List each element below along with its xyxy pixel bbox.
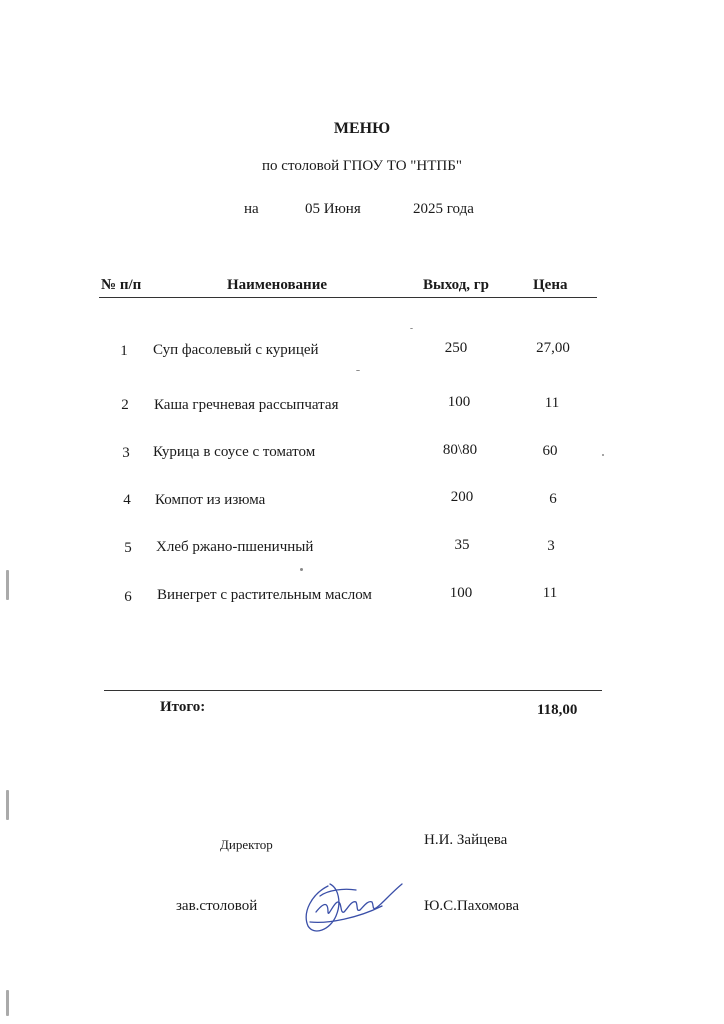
row-yield: 250 xyxy=(444,340,468,356)
row-number: 1 xyxy=(120,343,128,359)
scan-speck xyxy=(602,454,604,456)
column-header-price: Цена xyxy=(533,277,568,293)
row-yield: 80\80 xyxy=(442,442,478,458)
page-subtitle: по столовой ГПОУ ТО "НТПБ" xyxy=(262,158,462,174)
row-dish-name: Хлеб ржано-пшеничный xyxy=(156,539,314,555)
director-name: Н.И. Зайцева xyxy=(424,832,508,848)
row-price: 11 xyxy=(544,395,560,411)
scan-speck xyxy=(410,328,413,329)
scan-edge-mark xyxy=(6,790,9,820)
scan-speck xyxy=(300,568,303,571)
row-dish-name: Компот из изюма xyxy=(155,492,266,508)
row-number: 5 xyxy=(124,540,132,556)
date-day: 05 Июня xyxy=(305,201,361,217)
scan-edge-mark xyxy=(6,570,9,600)
column-header-name: Наименование xyxy=(227,277,327,293)
row-yield: 35 xyxy=(454,537,470,553)
canteen-head-name: Ю.С.Пахомова xyxy=(424,898,520,914)
director-title: Директор xyxy=(220,837,273,852)
row-yield: 200 xyxy=(450,489,474,505)
total-rule xyxy=(104,690,602,691)
row-price: 60 xyxy=(542,443,558,459)
column-header-number: № п/п xyxy=(101,277,142,293)
handwritten-signature xyxy=(298,872,406,938)
canteen-head-title: зав.столовой xyxy=(176,898,258,914)
row-price: 6 xyxy=(549,491,557,507)
row-number: 4 xyxy=(123,492,131,508)
total-value: 118,00 xyxy=(537,702,578,718)
row-number: 6 xyxy=(124,589,132,605)
row-dish-name: Суп фасолевый с курицей xyxy=(153,342,319,358)
row-dish-name: Винегрет с растительным маслом xyxy=(157,587,372,603)
row-number: 3 xyxy=(122,445,130,461)
page-title: МЕНЮ xyxy=(333,120,391,137)
date-prefix: на xyxy=(244,201,259,217)
row-yield: 100 xyxy=(449,585,473,601)
scan-speck xyxy=(356,370,360,371)
row-yield: 100 xyxy=(447,394,471,410)
row-number: 2 xyxy=(121,397,129,413)
column-header-yield: Выход, гр xyxy=(423,277,489,293)
scan-edge-mark xyxy=(6,990,9,1016)
row-dish-name: Курица в соусе с томатом xyxy=(153,444,316,460)
row-price: 3 xyxy=(547,538,555,554)
date-year: 2025 года xyxy=(413,201,474,217)
header-rule xyxy=(99,297,597,298)
total-label: Итого: xyxy=(160,699,206,715)
row-price: 11 xyxy=(542,585,558,601)
row-price: 27,00 xyxy=(536,340,570,356)
row-dish-name: Каша гречневая рассыпчатая xyxy=(154,397,339,413)
